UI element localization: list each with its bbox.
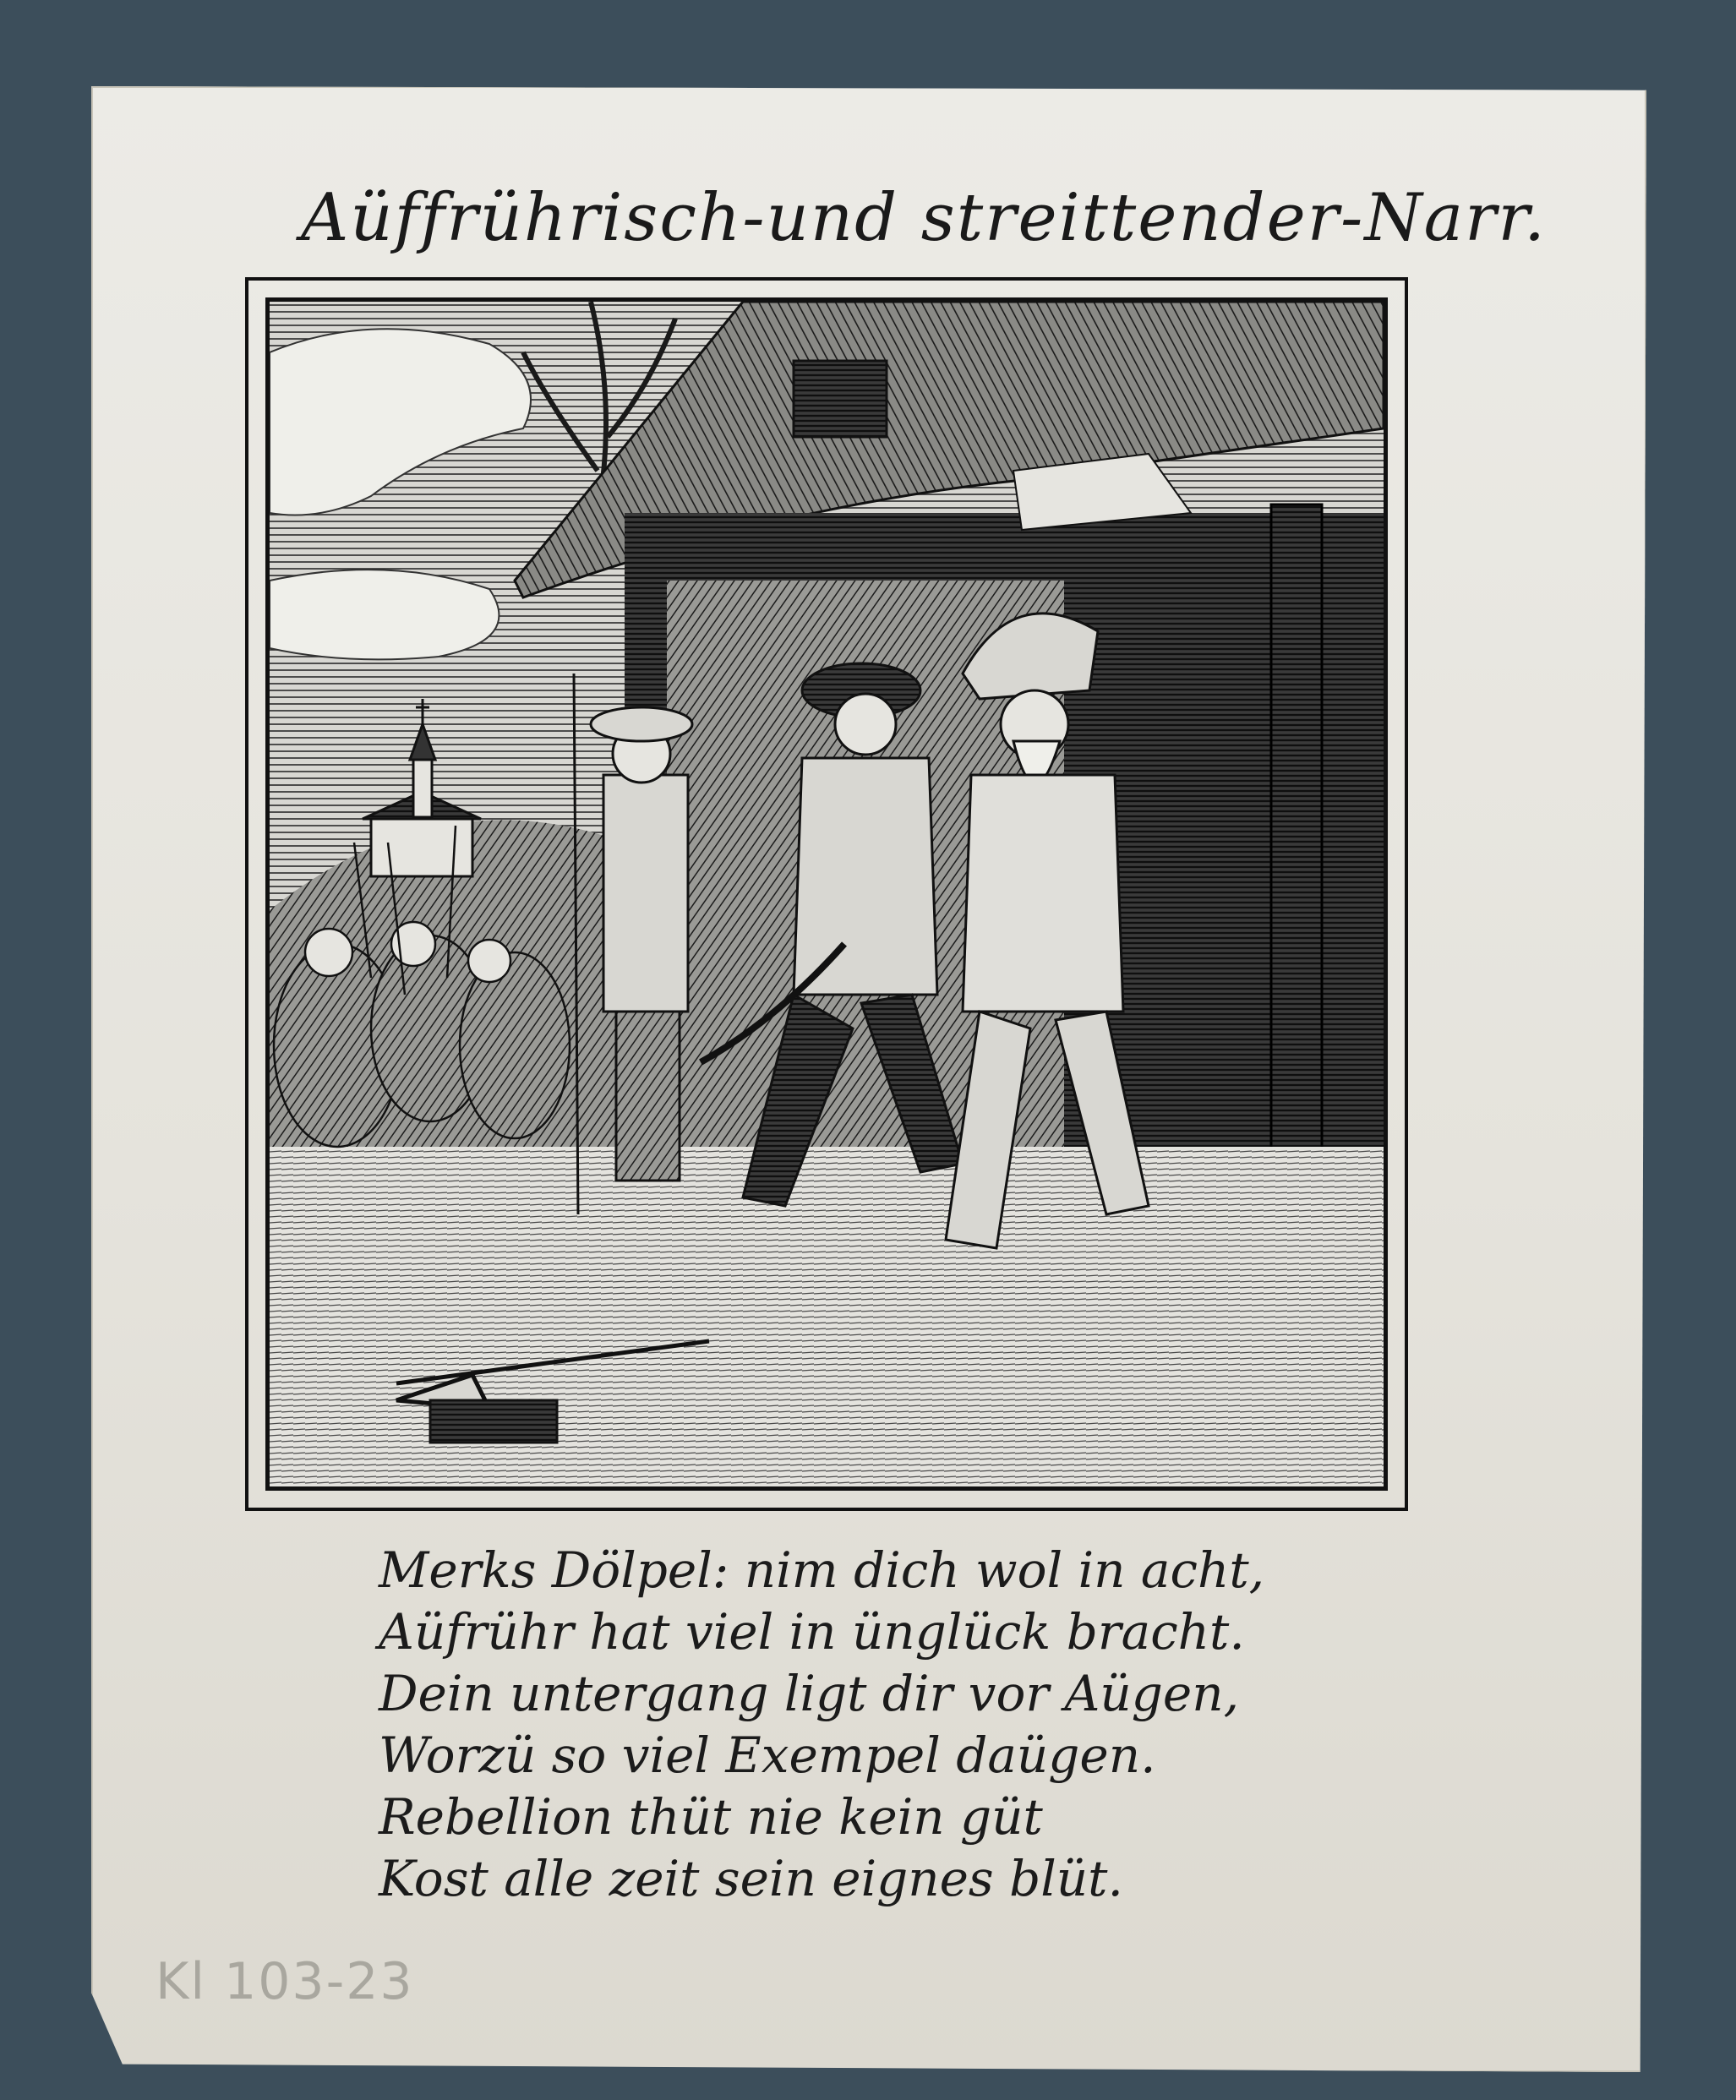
engraving-frame xyxy=(265,297,1388,1491)
engraving-illustration xyxy=(270,302,1384,1486)
verse xyxy=(379,1540,1393,1912)
verse-line: Kost alle zeit sein eignes blüt. xyxy=(379,1850,1123,1907)
verse-line: Dein untergang ligt dir vor Aügen, xyxy=(379,1665,1240,1722)
print-title: Aüffrührisch-und streittender-Narr. xyxy=(301,180,1547,256)
hayloft-window xyxy=(794,361,887,437)
verse-line: Merks Dölpel: nim dich wol in acht, xyxy=(379,1541,1265,1599)
verse-line: Worzü so viel Exempel daügen. xyxy=(379,1726,1156,1784)
verse-line: Aüfrühr hat viel in ünglück bracht. xyxy=(379,1603,1245,1661)
catalog-number: Kl 103-23 xyxy=(156,1952,414,2011)
verse-line: Rebellion thüt nie kein güt xyxy=(379,1788,1043,1846)
